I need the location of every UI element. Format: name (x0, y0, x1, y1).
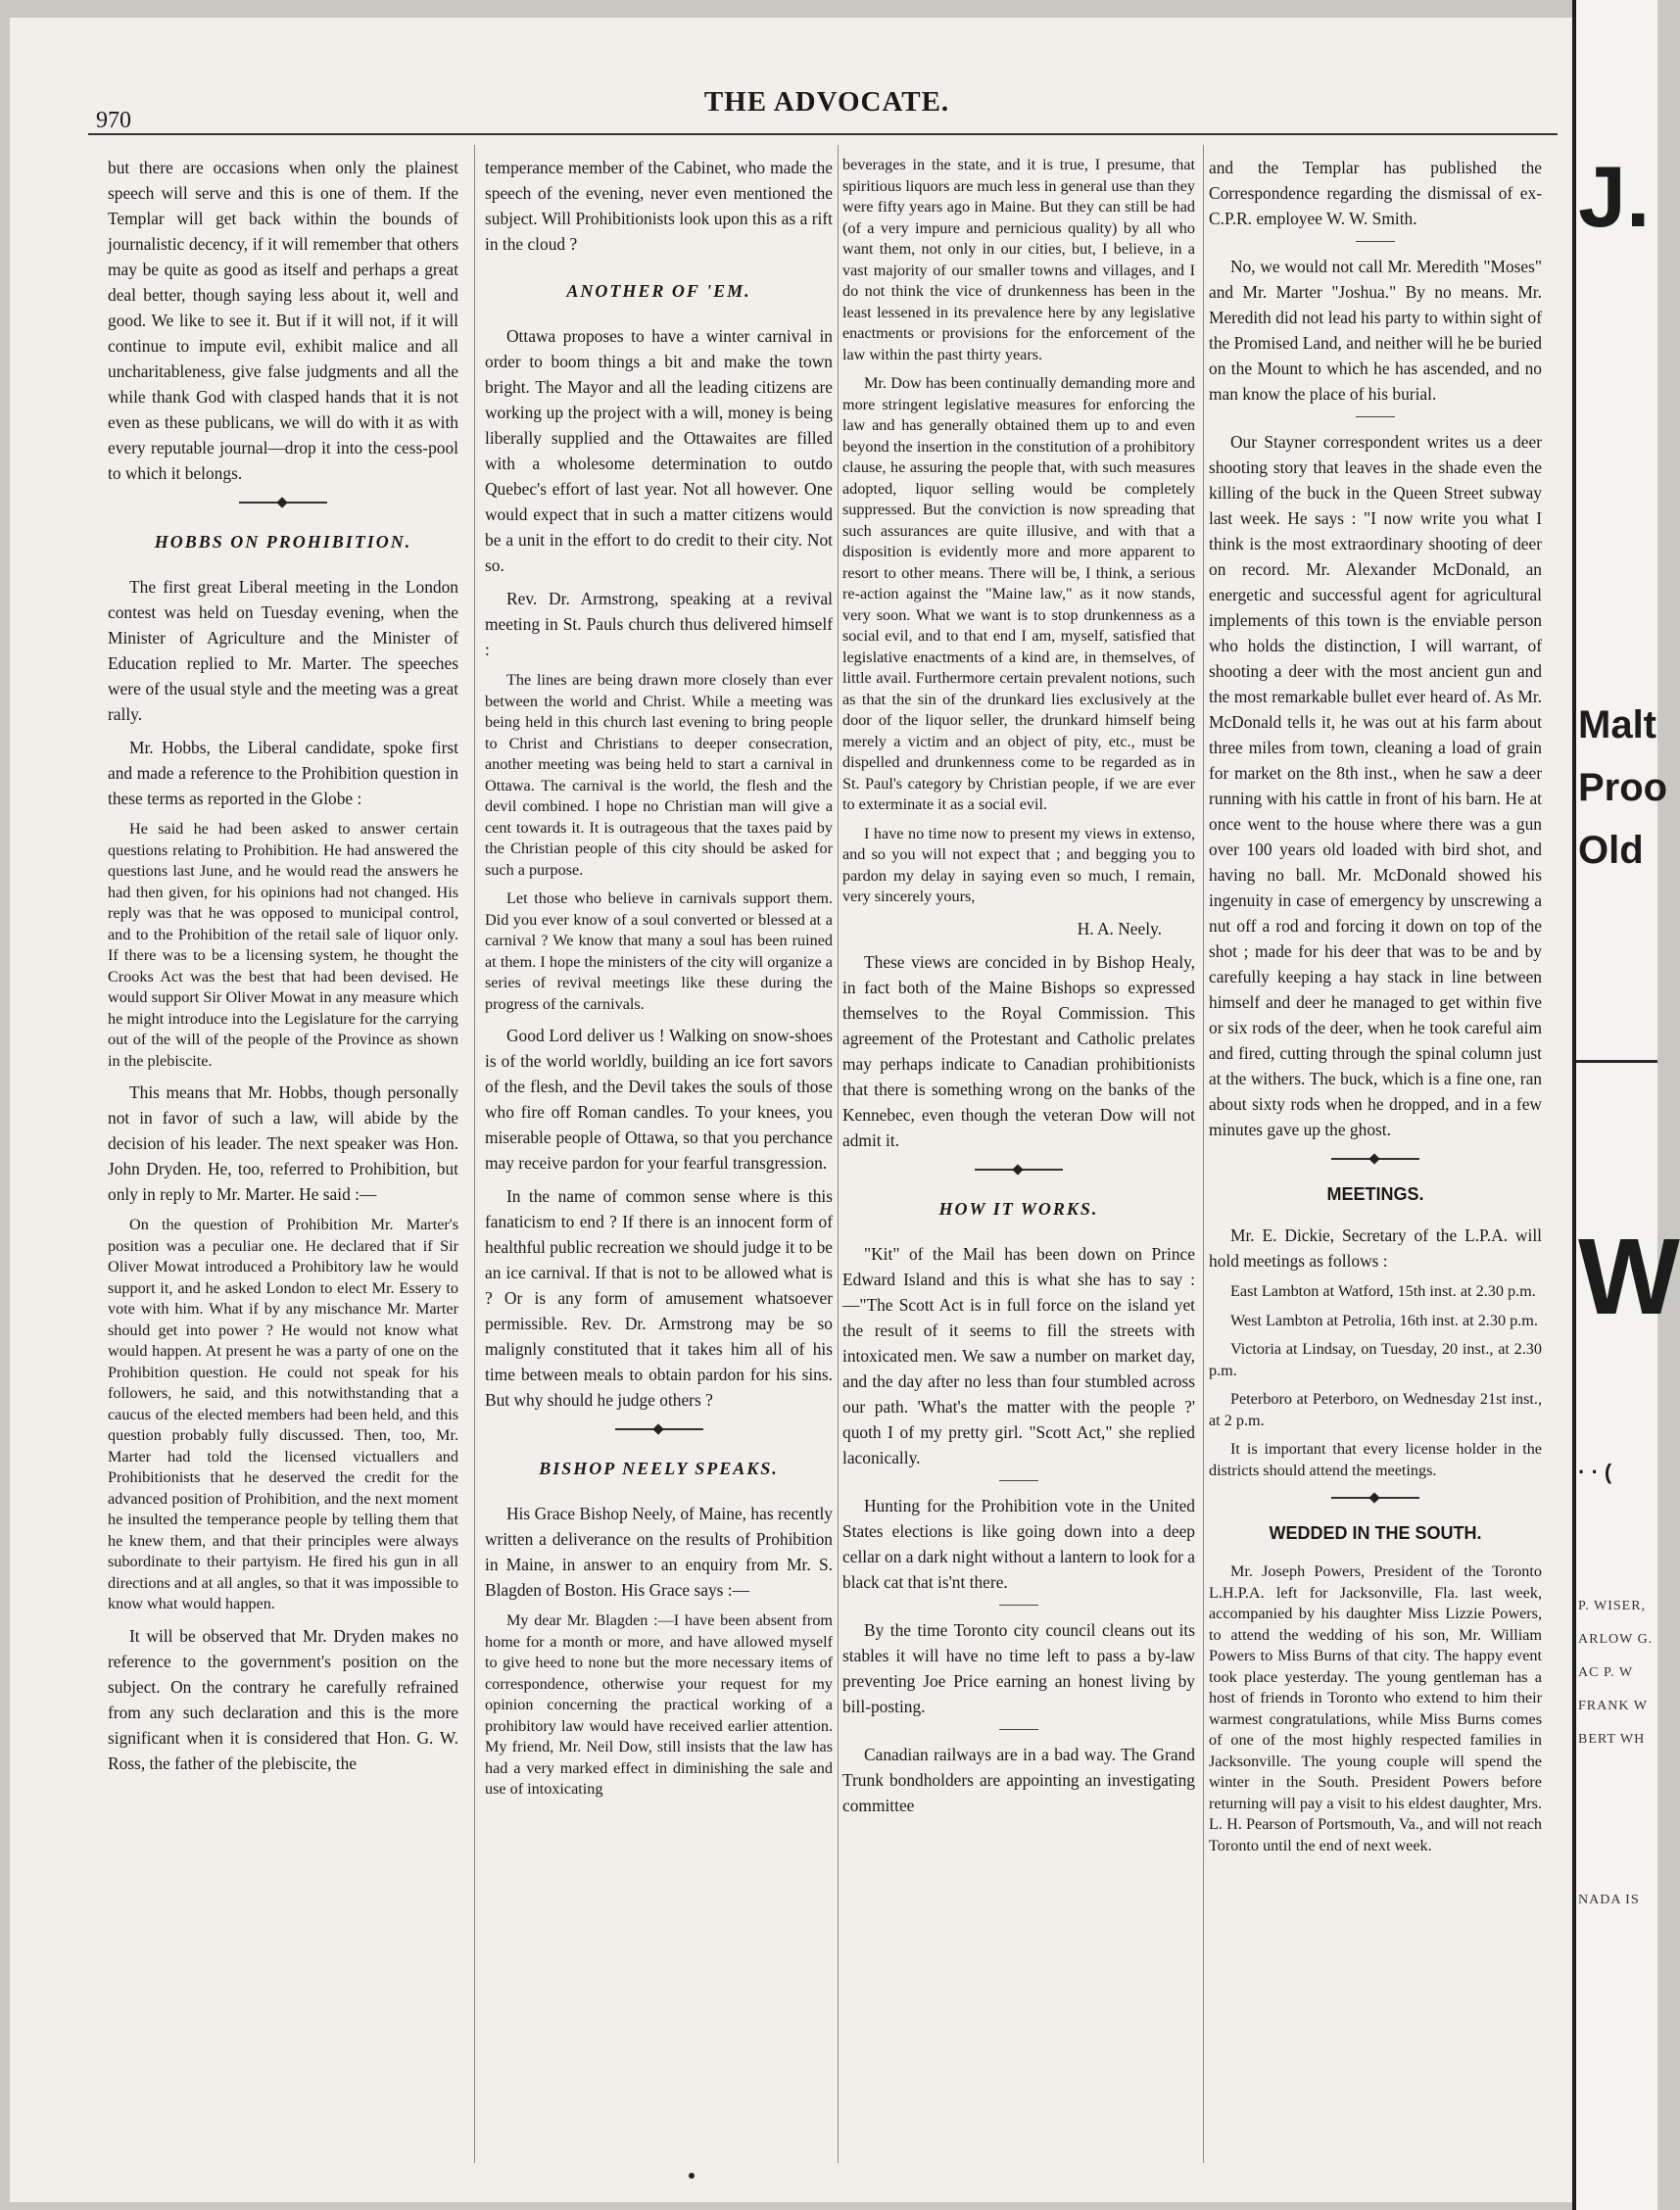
adjacent-page-text: Malt (1578, 703, 1656, 746)
article-heading: BISHOP NEELY SPEAKS. (539, 1459, 779, 1478)
adjacent-page-strip (1572, 0, 1680, 2210)
paragraph: Hunting for the Prohibition vote in the United States elections is like going down into a deep cellar on a dark night without a lantern to look for a black cat that is'nt there. (842, 1495, 1195, 1592)
column-rule (474, 145, 475, 2163)
adjacent-page-name: FRANK W (1578, 1699, 1648, 1713)
adjacent-page-name: BERT WH (1578, 1732, 1646, 1747)
column-3 (842, 155, 1195, 2143)
adjacent-page-text: Old (1578, 829, 1644, 872)
meeting-item: East Lambton at Watford, 15th inst. at 2.30 p.m. (1230, 1282, 1536, 1300)
paragraph: Mr. Hobbs, the Liberal candidate, spoke first and made a reference to the Prohibition question in these terms as reported in the Globe : (108, 738, 458, 808)
adjacent-page-letter: W (1578, 1217, 1680, 1337)
signature: H. A. Neely. (1077, 918, 1162, 938)
ornament-rule (239, 498, 327, 507)
paragraph: By the time Toronto city council cleans out its stables it will have no time left to pass a by-law preventing Joe Price earning an honest living by bill-posting. (842, 1619, 1195, 1716)
short-rule (999, 1605, 1038, 1606)
quoted-paragraph: He said he had been asked to answer certain questions relating to Prohibition. He had answered the questions last June, and he would read the answers he had then given, for his opinions had not changed. His reply was that he was opposed to municipal control, and to the Prohibition of the retail sale of liquor only. If there was to be a licensing system, he thought the Crooks Act was the best that had been devised. He would support Sir Oliver Mowat in any measure which he might introduce into the Legislature for the carrying out of the will of the people of the Province as shown in the plebiscite. (108, 820, 458, 1070)
column-rule (1203, 145, 1204, 2163)
paragraph: "Kit" of the Mail has been down on Prince Edward Island and this is what she has to say :—"The Scott Act is in full force on the island yet the result of it seems to fill the streets with intoxicated men. We saw a number on market day, and the day after no less than four stumbled across our path. 'What's the matter with the people ?' quoth I of my pretty girl. "Scott Act," she replied laconically. (842, 1243, 1195, 1467)
paragraph: These views are concided in by Bishop Healy, in fact both of the Maine Bishops so expressed themselves to the Royal Commission. This agreement of the Protestant and Catholic prelates may perhaps indicate to Canadian prohibitionists that there is something wrong on the banks of the Kennebec, even though the veteran Dow will not admit it. (842, 951, 1195, 1150)
paragraph: and the Templar has published the Correspondence regarding the dismissal of ex-C.P.R. employee W. W. Smith. (1209, 158, 1542, 228)
quoted-paragraph: The lines are being drawn more closely than ever between the world and Christ. While a meeting was being held in this church last evening to bring people to Christ and Christians to deeper consecration, another meeting was being held to start a carnival in Ottawa. The carnival is the world, the flesh and the devil combined. I hope no Christian man will give a cent towards it. It is outrageous that the taxes paid by the Christian people of this city should be asked for such a purpose. (485, 671, 833, 879)
paragraph: Ottawa proposes to have a winter carnival in order to boom things a bit and make the town bright. The Mayor and all the leading citizens are working up the project with a will, money is being liberally supplied and the Ottawaites are filled with a wholesome determination to outdo Quebec's effort of last year. Not all however. One would expect that in such a matter citizens would be a unit in the effort to do credit to their city. Not so. (485, 326, 833, 575)
ornament-rule (1331, 1493, 1419, 1503)
adjacent-page-text: NADA IS (1578, 1893, 1640, 1907)
article-heading: HOBBS ON PROHIBITION. (154, 532, 412, 552)
column-1 (108, 155, 458, 2143)
paragraph: temperance member of the Cabinet, who made the speech of the evening, never even mentioned the subject. Will Prohibitionists look upon this as a rift in the cloud ? (485, 158, 833, 254)
paragraph: Canadian railways are in a bad way. The Grand Trunk bondholders are appointing an investigating committee (842, 1744, 1195, 1815)
paragraph: but there are occasions when only the plainest speech will serve and this is one of them. If the Templar will get back within the bounds of journalistic decency, if it will remember that others may be quite as good as itself and perhaps a great deal better, though saying less about it, well and good. We like to see it. But if it will not, if it will continue to impute evil, exhibit malice and all uncharitableness, give false judgments and all the while thank God with clasped hands that it is not even as these publicans, we will do with it as with every reputable journal—drop it into the cess-pool to which it belongs. (108, 158, 458, 483)
quoted-paragraph: Mr. Dow has been continually demanding more and more stringent legislative measures for enforcing the law and has generally obtained them up to and even beyond the insertion in the constitution of a prohibitory clause, he assuring the people that, with such measures adopted, liquor selling would be completely suppressed. But the conviction is now spreading that such assurances are quite illusive, and with that a disposition is evidently more and more apparent to resort to other means. There will be, I think, a serious re-action against the "Maine law," as it now stands, very soon. What we want is to stop drunkenness as a social evil, and to that end I am, myself, satisfied that legislative enactments of a kind are, in themselves, of little avail. Furthermore certain prevalent notions, such as that the sin of the drunkard lies exclusively at the door of the liquor seller, the drunkard himself being merely a victim and an object of pity, etc., must be dispelled and drunkenness come to be regarded as in St. Paul's category by Christian people, if we are ever to exterminate it as a social evil. (842, 374, 1195, 813)
header-rule (88, 133, 1558, 135)
article-heading: ANOTHER OF 'EM. (566, 281, 751, 301)
quoted-paragraph: beverages in the state, and it is true, I presume, that spiritious liquors are much less in general use than they were fifty years ago in Maine. But they can still be had (of a very impure and pernicious quality) by all who want them, not only in our cities, but, I believe, in a vast majority of our smaller towns and villages, and I do not think the vice of drunkenness has been in the least lessened in its prevalence here by any legislative enactments or provisions for the enforcement of the law within the past thirty years. (842, 156, 1195, 363)
ornament-rule (975, 1165, 1063, 1175)
page-number: 970 (96, 108, 131, 133)
meeting-item: Peterboro at Peterboro, on Wednesday 21st inst., at 2 p.m. (1209, 1390, 1542, 1429)
column-rule (838, 145, 839, 2163)
paragraph: Mr. E. Dickie, Secretary of the L.P.A. will hold meetings as follows : (1209, 1225, 1542, 1271)
short-rule (999, 1729, 1038, 1730)
quoted-paragraph: Let those who believe in carnivals support them. Did you ever know of a soul converted or blessed at a carnival ? We know that many a soul has been ruined at them. I hope the ministers of the city will organize a series of revival meetings like these during the progress of the carnivals. (485, 889, 833, 1013)
article-heading: MEETINGS. (1326, 1184, 1424, 1204)
ornament-rule (615, 1424, 703, 1434)
masthead: THE ADVOCATE. (703, 86, 950, 118)
short-rule (1356, 416, 1395, 417)
short-rule (1356, 241, 1395, 242)
quoted-paragraph: My dear Mr. Blagden :—I have been absent from home for a month or more, and have allowed myself to give heed to none but the more necessary items of correspondence, otherwise your request for my opinion concerning the practical working of a prohibitory law would have received earlier attention. My friend, Mr. Neil Dow, still insists that the law has had a very marked effect in diminishing the sale and use of intoxicating (485, 1611, 833, 1798)
paragraph: No, we would not call Mr. Meredith "Moses" and Mr. Marter "Joshua." By no means. Mr. Meredith did not lead his party to within sight of the Promised Land, and neither will he be buried on the Mount to which he has ascended, and no man know the place of his burial. (1209, 257, 1542, 404)
paragraph: His Grace Bishop Neely, of Maine, has recently written a deliverance on the results of Prohibition in Maine, in answer to an enquiry from Mr. S. Blagden of Boston. His Grace says :— (485, 1504, 833, 1600)
column-2 (485, 155, 833, 2143)
quoted-paragraph: I have no time now to present my views in extenso, and so you will not expect that ; and begging you to pardon my delay in saying even so much, I remain, very sincerely yours, (842, 824, 1195, 905)
adjacent-page-name: ARLOW G. (1578, 1632, 1654, 1647)
paragraph: Rev. Dr. Armstrong, speaking at a revival meeting in St. Pauls church thus delivered himself : (485, 589, 833, 659)
paragraph: Good Lord deliver us ! Walking on snow-shoes is of the world worldly, building an ice fort savors of the flesh, and the Devil takes the souls of those who fire off Roman candles. To your knees, you miserable people of Ottawa, so that you perchance may receive pardon for your fearful transgression. (485, 1026, 833, 1173)
adjacent-page-letter: J. (1578, 148, 1651, 245)
article-heading: WEDDED IN THE SOUTH. (1269, 1523, 1482, 1543)
paragraph: Our Stayner correspondent writes us a deer shooting story that leaves in the shade even the killing of the buck in the Queen Street subway last week. He says : "I now write you what I think is the most extraordinary shooting of deer on record. Mr. Alexander McDonald, an energetic and successful agent for agricultural implements of this town is the enviable person who holds the distinction, I will warrant, of shooting a deer with the most ancient gun and the most remarkable bullet ever heard of. As Mr. McDonald tells it, he was out at his farm about three miles from town, cleaning a load of grain for market on the 8th inst., when he saw a deer running with his cattle in front of his barn. He at once went to the house where there was a gun over 100 years old loaded with bird shot, and having no ball. Mr. McDonald showed his ingenuity in case of emergency by unscrewing a nut off a rod and forcing it down on top of the shot ; made for his deer that was to be and by carefully keeping a hay stack in line between himself and deer he managed to get within five or six rods of the deer, when he took careful aim and fired, cutting through the spinal column just at the withers. The buck, which is a fine one, ran about sixty rods when he dropped, and in a few minutes gave up the ghost. (1209, 432, 1542, 1139)
paragraph: In the name of common sense where is this fanaticism to end ? If there is an innocent form of healthful public recreation we should judge it to be an ice carnival. If that is not to be allowed what is ? Or is any form of amusement whatsoever permissible. Rev. Dr. Armstrong may be so malignly constituted that it takes him all of his time between meals to obtain pardon for his sins. But why should he judge others ? (485, 1186, 833, 1410)
paragraph: This means that Mr. Hobbs, though personally not in favor of such a law, will abide by the decision of his leader. The next speaker was Hon. John Dryden. He, too, referred to Prohibition, but only in reply to Mr. Marter. He said :— (108, 1082, 458, 1204)
short-rule (999, 1480, 1038, 1481)
adjacent-page-text: Proo (1578, 766, 1668, 809)
column-4 (1209, 155, 1542, 2143)
adjacent-page-text: · · ( (1578, 1460, 1612, 1484)
meeting-item: It is important that every license holder in the districts should attend the meetings. (1209, 1440, 1542, 1479)
ornament-rule (1331, 1154, 1419, 1164)
adjacent-page-name: AC P. W (1578, 1665, 1634, 1680)
meeting-item: Victoria at Lindsay, on Tuesday, 20 inst., at 2.30 p.m. (1209, 1340, 1542, 1379)
adjacent-page-name: P. WISER, (1578, 1599, 1647, 1613)
paragraph: It will be observed that Mr. Dryden makes no reference to the government's position on the subject. On the contrary he carefully refrained from any such declaration and this is the more significant when it is considered that Hon. G. W. Ross, the father of the plebiscite, the (108, 1625, 458, 1773)
article-heading: HOW IT WORKS. (938, 1198, 1099, 1219)
quoted-paragraph: On the question of Prohibition Mr. Marter's position was a peculiar one. He declared that if Sir Oliver Mowat introduced a Prohibitory law he would support it, and he asked London to elect Mr. Essery to vote with him. What if by any mischance Mr. Marter should get into power ? He would not know what would happen. At present he was a party of one on the Prohibition question. He could not speak for his followers, he said, and this notwithstanding that a caucus of the elected members had been held, and this question probably fully discussed. Then, too, Mr. Marter had told the licensed victuallers and Prohibitionists that he deserved the credit for the advanced position of Prohibition, and the next moment he insulted the temperance people by telling them that he knew them, and that their principles were always subordinate to their partyism. He fired his gun in all directions and at all angles, so that it was impossible to know what would happen. (108, 1216, 458, 1612)
page-dot (689, 2173, 695, 2179)
meeting-item: West Lambton at Petrolia, 16th inst. at 2.30 p.m. (1230, 1311, 1538, 1329)
paragraph: The first great Liberal meeting in the London contest was held on Tuesday evening, when the Minister of Agriculture and the Minister of Education replied to Mr. Marter. The speeches were of the usual style and the meeting was a great rally. (108, 577, 458, 724)
quoted-paragraph: Mr. Joseph Powers, President of the Toronto L.H.P.A. left for Jacksonville, Fla. last week, accompanied by his daughter Miss Lizzie Powers, to attend the wedding of his son, Mr. William Powers to Miss Burns of that city. The happy event took place yesterday. The young gentleman has a host of friends in Toronto who extend to him their warmest congratulations, while Miss Burns comes of one of the most highly respected families in Jacksonville. The young couple will spend the winter in the South. President Powers before returning will pay a visit to his eldest daughter, Mrs. L. H. Pearson of Portsmouth, Va., and will not reach Toronto until the end of next week. (1209, 1562, 1542, 1854)
adjacent-page-rule (1576, 1060, 1657, 1063)
